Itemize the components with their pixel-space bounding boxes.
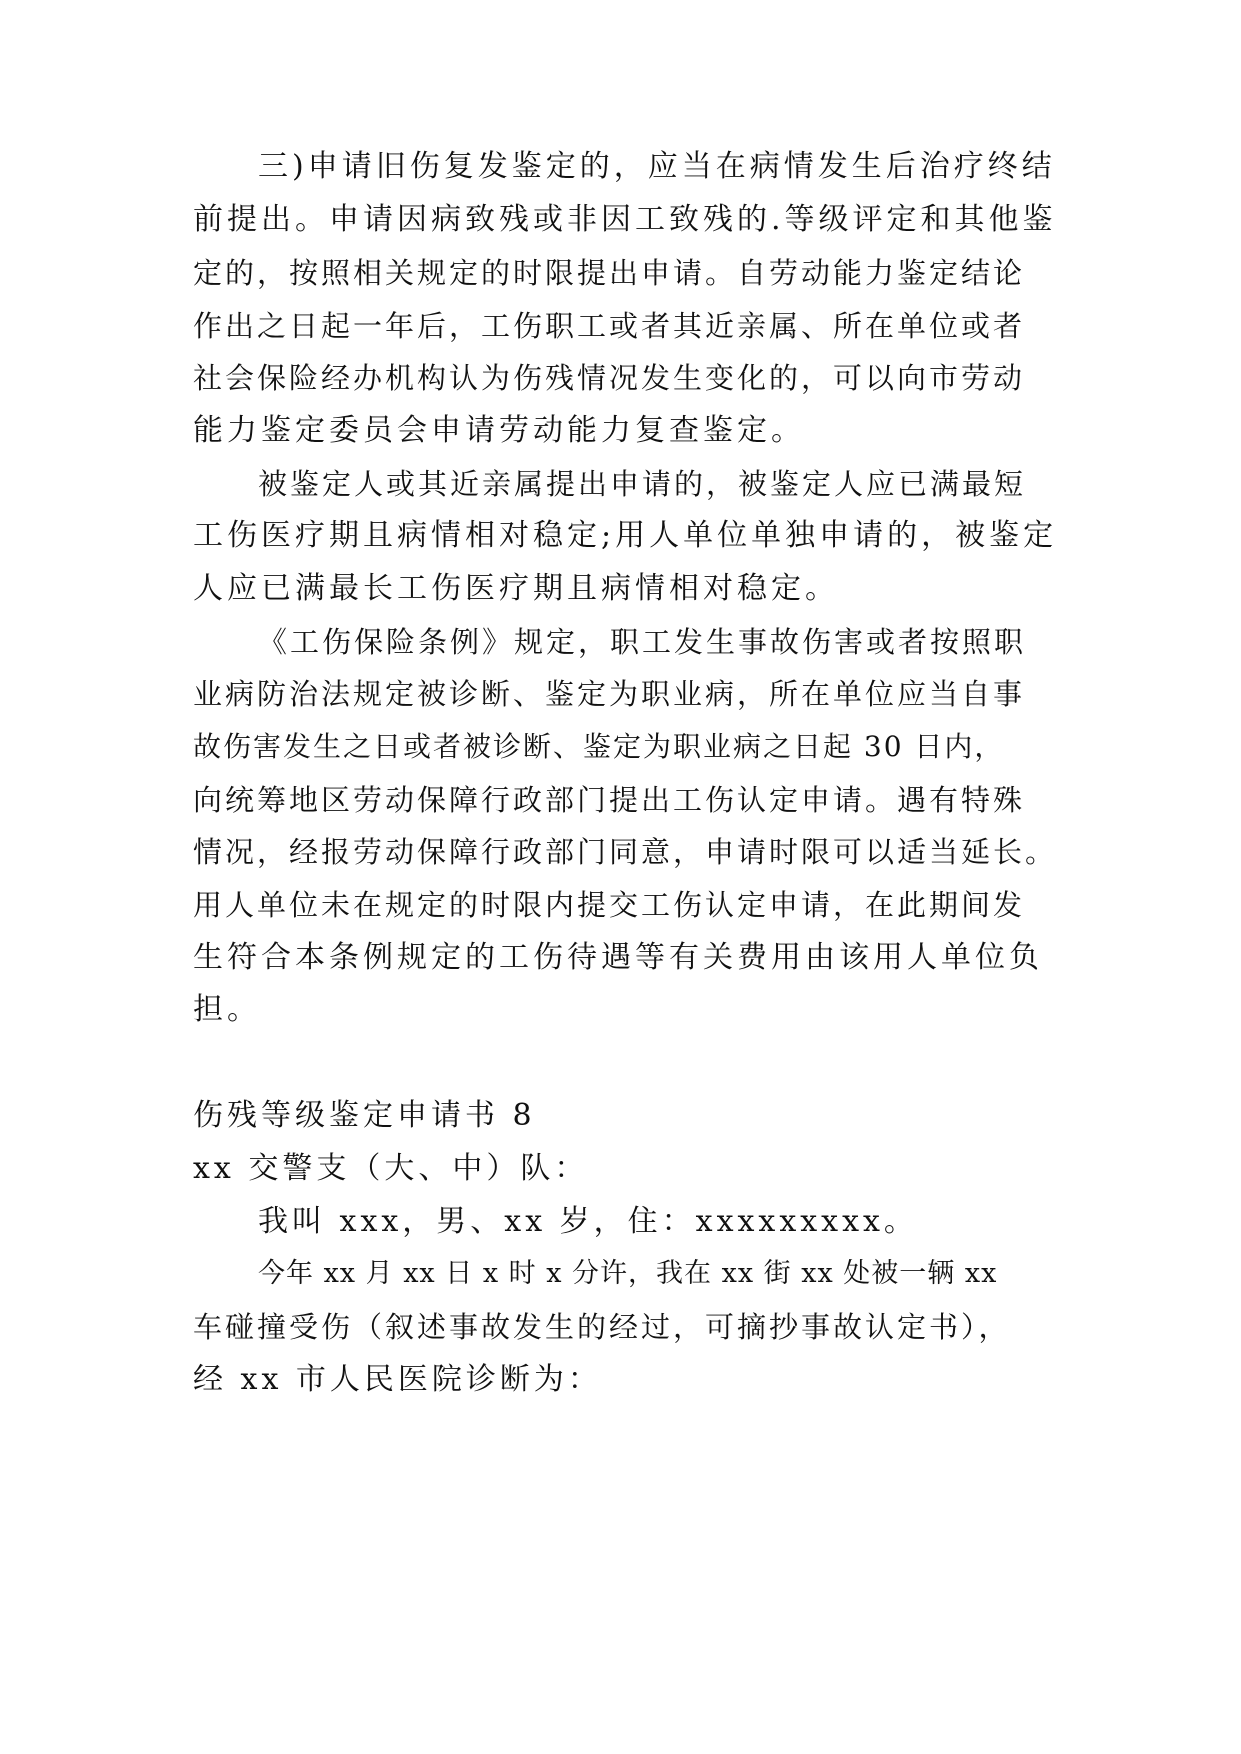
paragraph-3-line-4: 向统筹地区劳动保障行政部门提出工伤认定申请。遇有特殊 [193,783,1026,817]
paragraph-2-line-1: 被鉴定人或其近亲属提出申请的，被鉴定人应已满最短 [258,467,1027,501]
paragraph-1-line-2: 前提出。申请因病致残或非因工致残的.等级评定和其他鉴 [193,202,1057,237]
salutation: xx 交警支（大、中）队： [193,1151,589,1186]
paragraph-3-line-1: 《工伤保险条例》规定，职工发生事故伤害或者按照职 [258,625,1027,659]
statement-2-line-3: 经 xx 市人民医院诊断为： [193,1362,602,1397]
statement-1: 我叫 xxx，男、xx 岁，住：xxxxxxxxx。 [258,1204,918,1239]
paragraph-3-line-5: 情况，经报劳动保障行政部门同意，申请时限可以适当延长。 [193,835,1058,869]
paragraph-3-line-2: 业病防治法规定被诊断、鉴定为职业病，所在单位应当自事 [193,677,1026,711]
paragraph-1-line-5: 社会保险经办机构认为伤残情况发生变化的，可以向市劳动 [193,361,1026,395]
paragraph-3-line-7: 生符合本条例规定的工伤待遇等有关费用由该用人单位负 [193,940,1043,975]
paragraph-1-line-1: 三)申请旧伤复发鉴定的，应当在病情发生后治疗终结 [258,149,1056,184]
paragraph-3-line-8: 担。 [193,992,261,1027]
paragraph-1-line-6: 能力鉴定委员会申请劳动能力复查鉴定。 [193,413,805,448]
paragraph-1-line-3: 定的，按照相关规定的时限提出申请。自劳动能力鉴定结论 [193,256,1026,290]
paragraph-3-line-6: 用人单位未在规定的时限内提交工伤认定申请，在此期间发 [193,888,1026,922]
paragraph-2-line-3: 人应已满最长工伤医疗期且病情相对稳定。 [193,571,839,606]
statement-2-line-2: 车碰撞受伤（叙述事故发生的经过，可摘抄事故认定书）， [193,1310,1011,1344]
statement-2-line-1: 今年 xx 月 xx 日 x 时 x 分许，我在 xx 街 xx 处被一辆 xx [258,1258,998,1289]
paragraph-1-line-4: 作出之日起一年后，工伤职工或者其近亲属、所在单位或者 [193,309,1026,343]
paragraph-3-line-3: 故伤害发生之日或者被诊断、鉴定为职业病之日起 30 日内， [193,730,1005,763]
section-title: 伤残等级鉴定申请书 8 [193,1098,536,1133]
paragraph-2-line-2: 工伤医疗期且病情相对稳定;用人单位单独申请的，被鉴定 [193,518,1058,553]
